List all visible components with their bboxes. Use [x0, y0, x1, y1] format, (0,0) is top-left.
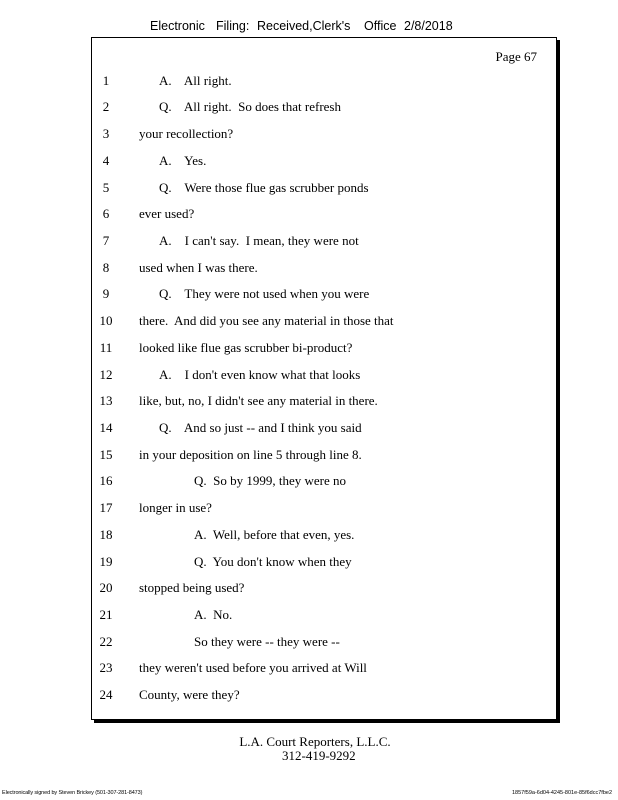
line-number: 2 [102, 99, 110, 114]
transcript-line [0, 420, 618, 438]
line-number: 20 [99, 580, 113, 595]
document-hash: 1857f59a-6d04-4245-801e-85f6dcc7fbe2 [512, 790, 612, 796]
line-text: used when I was there. [139, 260, 258, 275]
line-text: A. No. [194, 607, 233, 622]
line-number: 8 [102, 260, 110, 275]
line-text: ever used? [139, 206, 195, 221]
line-text: there. And did you see any material in those that [139, 313, 394, 328]
line-number: 3 [102, 126, 110, 141]
line-number: 5 [102, 180, 110, 195]
line-text: they weren't used before you arrived at Will [139, 660, 367, 675]
transcript-line [0, 367, 618, 385]
line-number: 18 [99, 527, 113, 542]
line-text: County, were they? [139, 687, 240, 702]
transcript-line [0, 233, 618, 251]
transcript-line [0, 447, 618, 465]
electronic-signature-text: Electronically signed by Steven Brickey (501-307-281-8473) [2, 790, 143, 796]
transcript-line [0, 126, 618, 144]
header-filing: Filing: [216, 19, 250, 33]
line-text: A. Yes. [159, 153, 207, 168]
line-number: 1 [102, 73, 110, 88]
transcript-line [0, 607, 618, 625]
line-number: 19 [99, 554, 113, 569]
header-electronic: Electronic [150, 19, 205, 33]
transcript-line [0, 206, 618, 224]
transcript-line [0, 153, 618, 171]
transcript-line [0, 340, 618, 358]
transcript-line [0, 660, 618, 678]
line-text: looked like flue gas scrubber bi-product? [139, 340, 353, 355]
filing-stamp-header [150, 19, 453, 33]
transcript-line [0, 313, 618, 331]
line-text: Q. Were those flue gas scrubber ponds [159, 180, 369, 195]
line-number: 12 [99, 367, 113, 382]
line-text: Q. You don't know when they [194, 554, 352, 569]
transcript-line [0, 527, 618, 545]
line-text: Q. And so just -- and I think you said [159, 420, 362, 435]
line-text: A. I can't say. I mean, they were not [159, 233, 359, 248]
line-number: 21 [99, 607, 113, 622]
transcript-line [0, 393, 618, 411]
line-number: 14 [99, 420, 113, 435]
transcript-line [0, 687, 618, 705]
transcript-line [0, 180, 618, 198]
transcript-line [0, 473, 618, 491]
line-text: in your deposition on line 5 through line 8. [139, 447, 362, 462]
line-text: A. Well, before that even, yes. [194, 527, 355, 542]
line-text: longer in use? [139, 500, 212, 515]
line-text: So they were -- they were -- [194, 634, 340, 649]
line-text: stopped being used? [139, 580, 245, 595]
transcript-line [0, 580, 618, 598]
line-number: 22 [99, 634, 113, 649]
transcript-line [0, 99, 618, 117]
line-number: 16 [99, 473, 113, 488]
line-number: 9 [102, 286, 110, 301]
line-text: your recollection? [139, 126, 234, 141]
reporter-company: L.A. Court Reporters, L.L.C. [239, 734, 391, 749]
line-text: A. I don't even know what that looks [159, 367, 361, 382]
line-number: 10 [99, 313, 113, 328]
line-number: 6 [102, 206, 110, 221]
line-number: 4 [102, 153, 110, 168]
line-text: Q. All right. So does that refresh [159, 99, 341, 114]
header-date: 2/8/2018 [404, 19, 453, 33]
header-received: Received,Clerk's [257, 19, 351, 33]
line-number: 23 [99, 660, 113, 675]
transcript-line [0, 73, 618, 91]
header-office: Office [364, 19, 397, 33]
transcript-line [0, 260, 618, 278]
line-text: A. All right. [159, 73, 232, 88]
transcript-line [0, 500, 618, 518]
line-number: 11 [99, 340, 113, 355]
transcript-line [0, 634, 618, 652]
line-text: Q. So by 1999, they were no [194, 473, 347, 488]
line-number: 7 [102, 233, 110, 248]
line-number: 15 [99, 447, 113, 462]
line-number: 24 [99, 687, 113, 702]
transcript-line [0, 286, 618, 304]
line-text: like, but, no, I didn't see any material in there. [139, 393, 378, 408]
line-number: 17 [99, 500, 113, 515]
reporter-phone: 312-419-9292 [282, 748, 356, 763]
transcript-line [0, 554, 618, 572]
line-text: Q. They were not used when you were [159, 286, 370, 301]
line-number: 13 [99, 393, 113, 408]
page-number: Page 67 [495, 49, 537, 64]
